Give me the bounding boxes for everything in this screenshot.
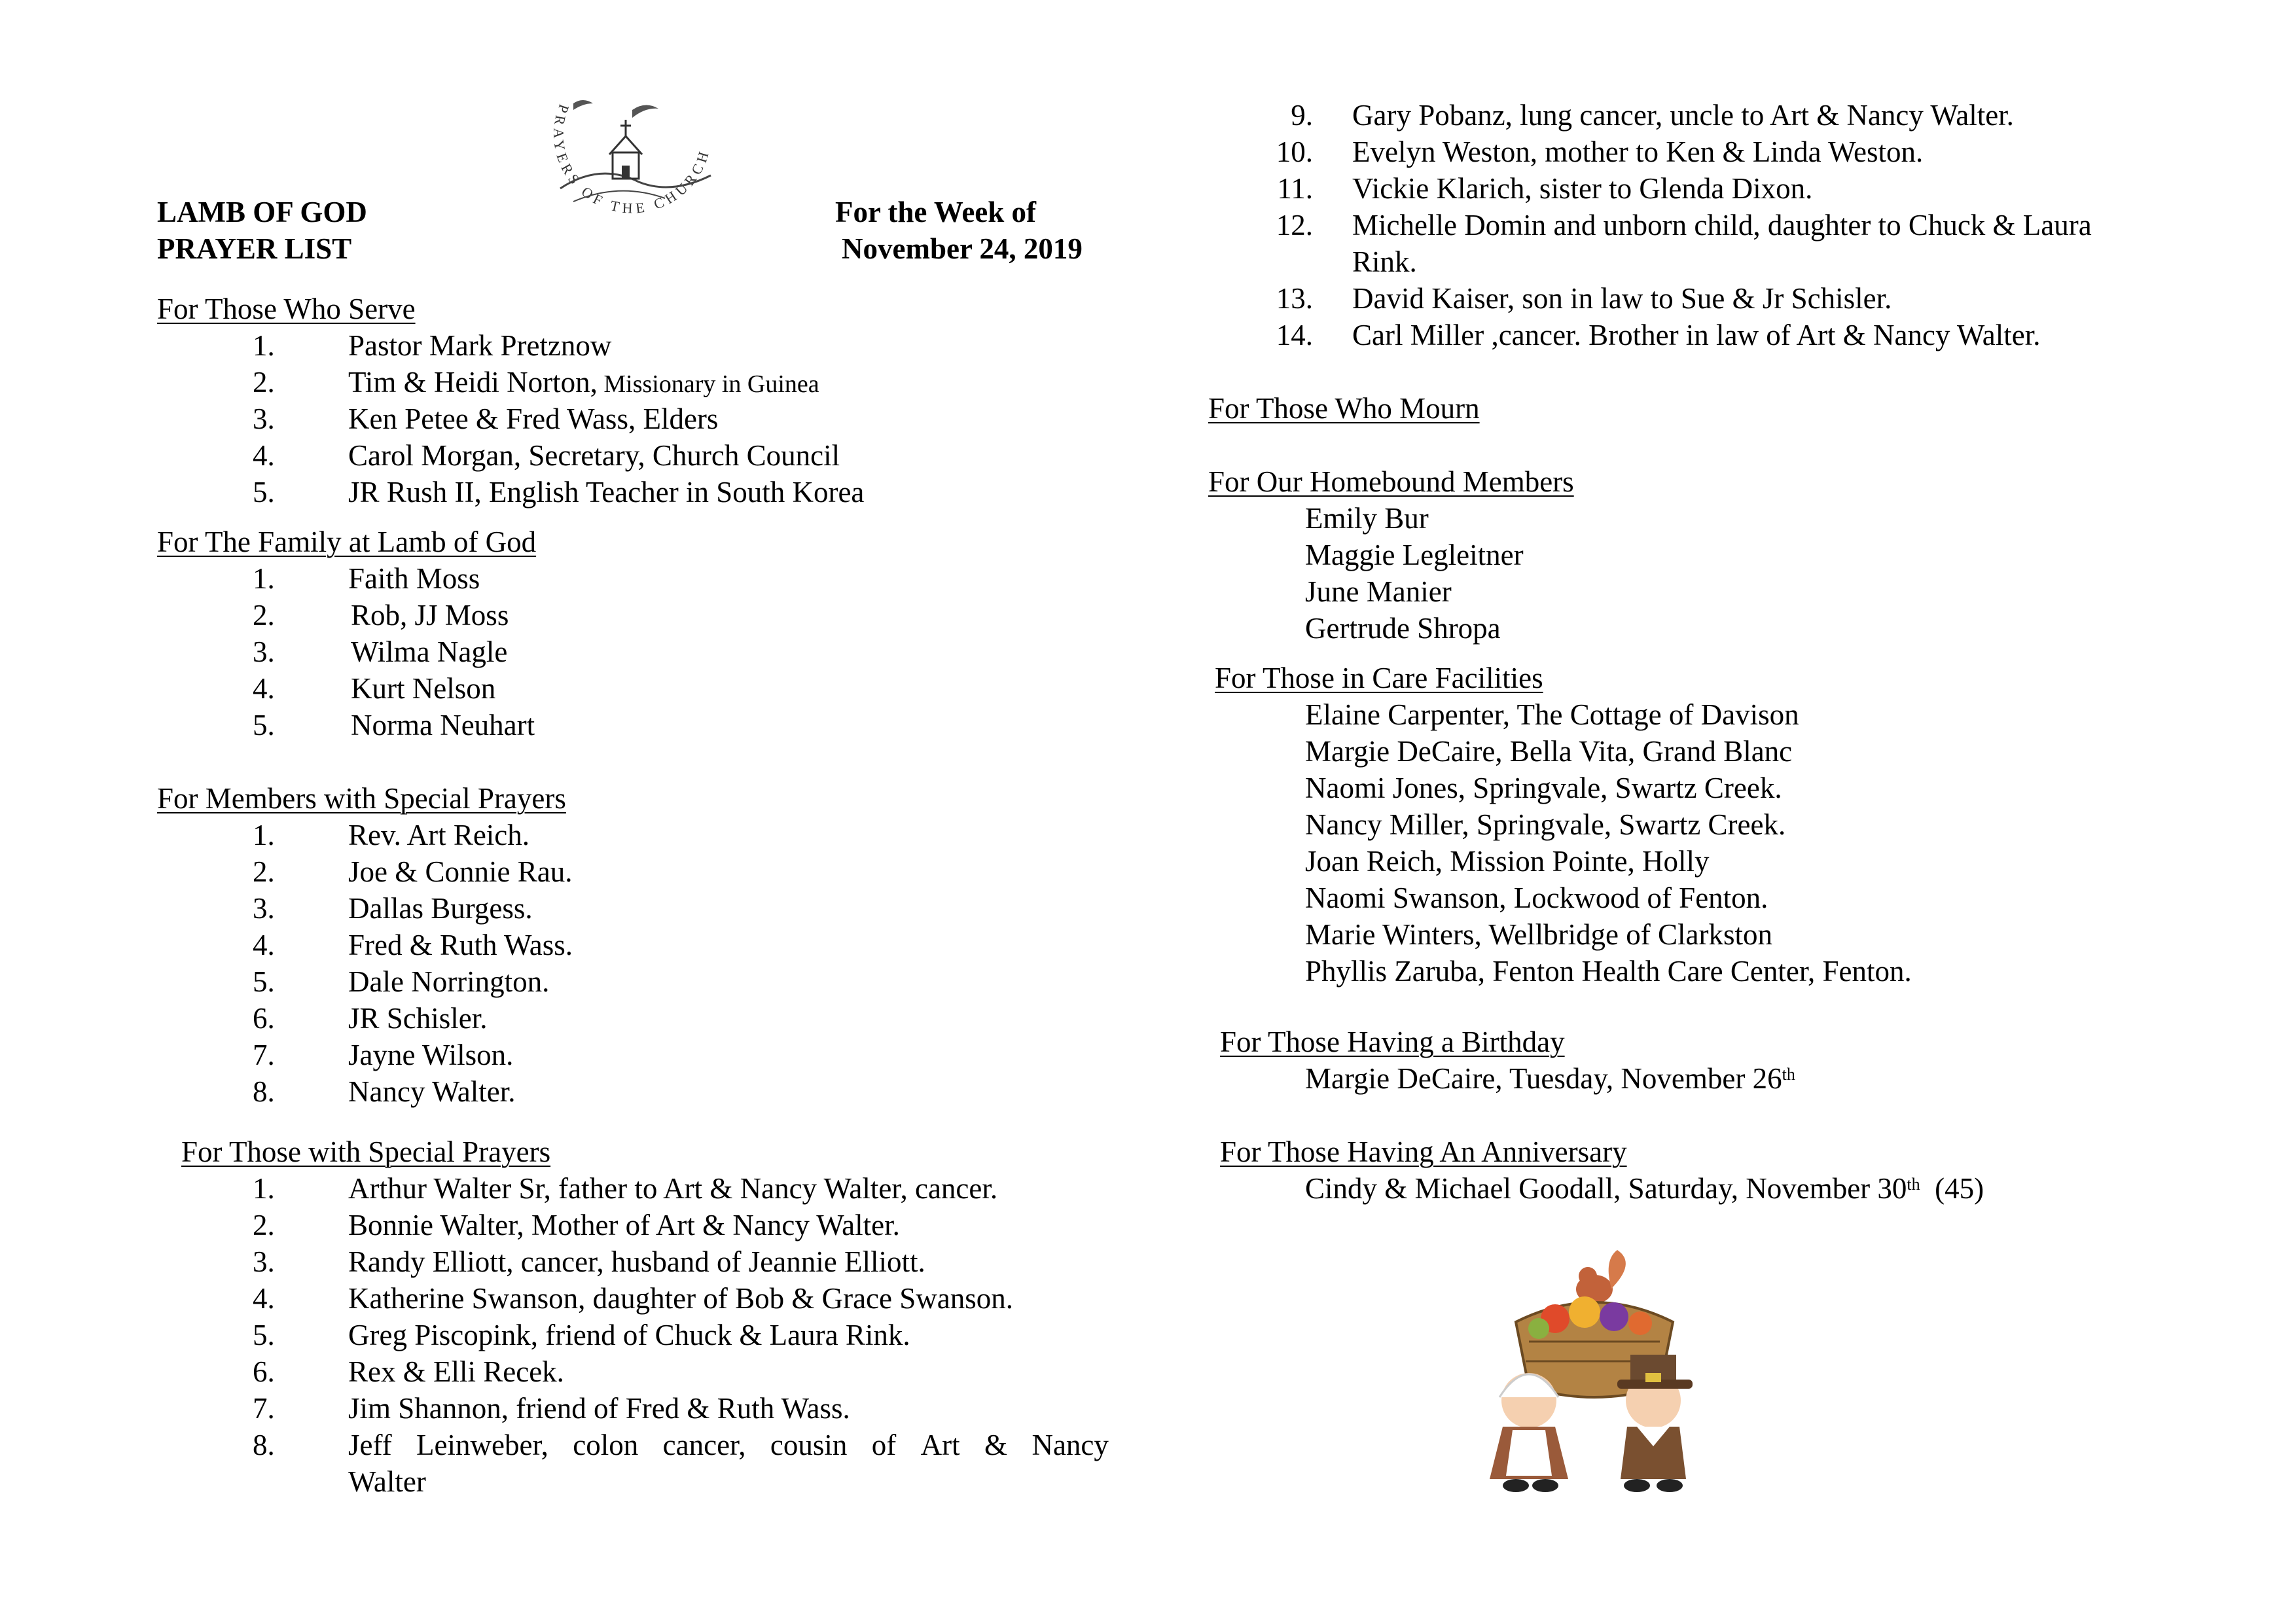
list-item: Rob, JJ Moss bbox=[351, 599, 509, 632]
list-item-number: 3. bbox=[253, 402, 275, 435]
list-item-number: 2. bbox=[253, 855, 275, 888]
word: cancer, bbox=[662, 1429, 746, 1461]
heading-those-who-serve: For Those Who Serve bbox=[157, 293, 416, 325]
heading-birthday: For Those Having a Birthday bbox=[1220, 1026, 1565, 1058]
list-item: Fred & Ruth Wass. bbox=[348, 929, 573, 961]
list-item-number: 3. bbox=[253, 1245, 275, 1278]
list-item: Carol Morgan, Secretary, Church Council bbox=[348, 439, 840, 472]
list-item: David Kaiser, son in law to Sue & Jr Schisler. bbox=[1352, 282, 1892, 315]
list-item: Wilma Nagle bbox=[351, 635, 508, 668]
week-label: For the Week of bbox=[835, 196, 1037, 228]
heading-care-facilities: For Those in Care Facilities bbox=[1215, 662, 1543, 694]
logo-arc-text: PRAYERS OF THE CHURCH bbox=[550, 102, 713, 217]
list-item: Greg Piscopink, friend of Chuck & Laura Rink. bbox=[348, 1319, 910, 1351]
list-item: Margie DeCaire, Bella Vita, Grand Blanc bbox=[1305, 735, 1793, 768]
list-item-number: 5. bbox=[253, 476, 275, 508]
word: cousin bbox=[770, 1429, 848, 1461]
list-item-number: 3. bbox=[253, 892, 275, 925]
list-item-number: 4. bbox=[253, 672, 275, 705]
list-item-number: 4. bbox=[253, 929, 275, 961]
list-item: Dale Norrington. bbox=[348, 965, 550, 998]
thanksgiving-pilgrims-illustration bbox=[1457, 1250, 1732, 1499]
list-item: Vickie Klarich, sister to Glenda Dixon. bbox=[1352, 172, 1813, 205]
list-item: Gary Pobanz, lung cancer, uncle to Art & Nancy Walter. bbox=[1352, 99, 2014, 132]
list-item-number: 4. bbox=[253, 1282, 275, 1315]
birthday-text: Margie DeCaire, Tuesday, November 26 bbox=[1305, 1062, 1782, 1095]
list-item-line2: Walter bbox=[348, 1465, 426, 1498]
list-item: Rev. Art Reich. bbox=[348, 819, 530, 851]
list-item-number: 7. bbox=[253, 1392, 275, 1425]
list-item-number: 6. bbox=[253, 1002, 275, 1035]
ordinal-suffix: th bbox=[1907, 1175, 1920, 1194]
list-item-number: 3. bbox=[253, 635, 275, 668]
list-item: Marie Winters, Wellbridge of Clarkston bbox=[1305, 918, 1773, 951]
ordinal-suffix: th bbox=[1782, 1065, 1795, 1084]
list-item: Katherine Swanson, daughter of Bob & Grace Swanson. bbox=[348, 1282, 1014, 1315]
list-item-number: 7. bbox=[253, 1039, 275, 1071]
list-item: Evelyn Weston, mother to Ken & Linda Weston. bbox=[1352, 135, 1924, 168]
prayers-of-the-church-logo bbox=[534, 90, 730, 241]
list-item: Phyllis Zaruba, Fenton Health Care Center, Fenton. bbox=[1305, 955, 1912, 988]
anniversary-text: Cindy & Michael Goodall, Saturday, November 30 bbox=[1305, 1172, 1907, 1205]
list-item: Faith Moss bbox=[348, 562, 480, 595]
list-item: Ken Petee & Fred Wass, Elders bbox=[348, 402, 719, 435]
list-item-number: 10. bbox=[1276, 135, 1313, 168]
list-item-number: 2. bbox=[253, 599, 275, 632]
word: & bbox=[984, 1429, 1008, 1461]
week-date: November 24, 2019 bbox=[842, 232, 1083, 265]
list-item-number: 5. bbox=[253, 709, 275, 741]
anniversary-years: (45) bbox=[1920, 1172, 1984, 1205]
list-item bbox=[348, 364, 819, 402]
word: Jeff bbox=[348, 1429, 392, 1461]
word: of bbox=[871, 1429, 897, 1461]
heading-special-prayers: For Those with Special Prayers bbox=[181, 1135, 551, 1168]
list-item-number: 1. bbox=[253, 1172, 275, 1205]
list-item: Joan Reich, Mission Pointe, Holly bbox=[1305, 845, 1710, 878]
list-title-line1: LAMB OF GOD bbox=[157, 196, 367, 228]
word: colon bbox=[573, 1429, 639, 1461]
list-item: Arthur Walter Sr, father to Art & Nancy Walter, cancer. bbox=[348, 1172, 998, 1205]
list-item: Emily Bur bbox=[1305, 502, 1429, 535]
list-item: Carl Miller ,cancer. Brother in law of Art & Nancy Walter. bbox=[1352, 319, 2041, 351]
heading-members-special-prayers: For Members with Special Prayers bbox=[157, 782, 566, 815]
list-item: JR Rush II, English Teacher in South Korea bbox=[348, 476, 865, 508]
list-item-number: 6. bbox=[253, 1355, 275, 1388]
heading-those-who-mourn: For Those Who Mourn bbox=[1208, 392, 1480, 425]
list-item: Norma Neuhart bbox=[351, 709, 535, 741]
list-item-number: 2. bbox=[253, 366, 275, 399]
list-item: June Manier bbox=[1305, 575, 1452, 608]
list-item-number: 13. bbox=[1276, 282, 1313, 315]
list-item bbox=[348, 1427, 1109, 1500]
list-item: Randy Elliott, cancer, husband of Jeannie Elliott. bbox=[348, 1245, 925, 1278]
list-item-note: Missionary in Guinea bbox=[597, 370, 819, 398]
heading-anniversary: For Those Having An Anniversary bbox=[1220, 1135, 1627, 1168]
list-item: Bonnie Walter, Mother of Art & Nancy Walter. bbox=[348, 1209, 900, 1241]
bird-icon bbox=[632, 105, 658, 118]
list-item: Kurt Nelson bbox=[351, 672, 496, 705]
heading-homebound: For Our Homebound Members bbox=[1208, 465, 1574, 498]
list-item-number: 4. bbox=[253, 439, 275, 472]
list-title-line2: PRAYER LIST bbox=[157, 232, 352, 265]
word: Nancy bbox=[1031, 1429, 1109, 1461]
word: Art bbox=[920, 1429, 960, 1461]
heading-family: For The Family at Lamb of God bbox=[157, 526, 537, 558]
list-item: Jayne Wilson. bbox=[348, 1039, 514, 1071]
list-item: Michelle Domin and unborn child, daughter to Chuck & Laura bbox=[1352, 209, 2092, 241]
list-item: Maggie Legleitner bbox=[1305, 539, 1524, 571]
list-item-number: 9. bbox=[1291, 99, 1313, 132]
list-item-number: 2. bbox=[253, 1209, 275, 1241]
list-item: Nancy Walter. bbox=[348, 1075, 516, 1108]
list-item: Dallas Burgess. bbox=[348, 892, 533, 925]
svg-text:PRAYERS OF THE CHURCH bbox=[550, 102, 713, 217]
list-item: Elaine Carpenter, The Cottage of Davison bbox=[1305, 698, 1799, 731]
list-item-number: 1. bbox=[253, 329, 275, 362]
birthday-entry bbox=[1305, 1060, 1795, 1097]
list-item-number: 8. bbox=[253, 1075, 275, 1108]
bird-icon bbox=[573, 100, 593, 110]
list-item: Naomi Swanson, Lockwood of Fenton. bbox=[1305, 882, 1768, 914]
list-item: Pastor Mark Pretznow bbox=[348, 329, 612, 362]
list-item-number: 14. bbox=[1276, 319, 1313, 351]
anniversary-entry bbox=[1305, 1170, 1984, 1207]
list-item-number: 11. bbox=[1277, 172, 1313, 205]
list-item-number: 1. bbox=[253, 562, 275, 595]
list-item: Nancy Miller, Springvale, Swartz Creek. bbox=[1305, 808, 1786, 841]
list-item: Joe & Connie Rau. bbox=[348, 855, 573, 888]
list-item: Jim Shannon, friend of Fred & Ruth Wass. bbox=[348, 1392, 850, 1425]
list-item-number: 8. bbox=[253, 1429, 275, 1461]
word: Leinweber, bbox=[416, 1429, 548, 1461]
list-item-text: Tim & Heidi Norton, bbox=[348, 366, 598, 399]
list-item: Rex & Elli Recek. bbox=[348, 1355, 564, 1388]
list-item: Gertrude Shropa bbox=[1305, 612, 1501, 645]
list-item-number: 5. bbox=[253, 965, 275, 998]
list-item-number: 12. bbox=[1276, 209, 1313, 241]
list-item-number: 5. bbox=[253, 1319, 275, 1351]
list-item: Naomi Jones, Springvale, Swartz Creek. bbox=[1305, 772, 1782, 804]
list-item-continuation: Rink. bbox=[1352, 245, 1417, 278]
list-item: JR Schisler. bbox=[348, 1002, 488, 1035]
list-item-number: 1. bbox=[253, 819, 275, 851]
list-item-line1 bbox=[348, 1427, 1109, 1463]
